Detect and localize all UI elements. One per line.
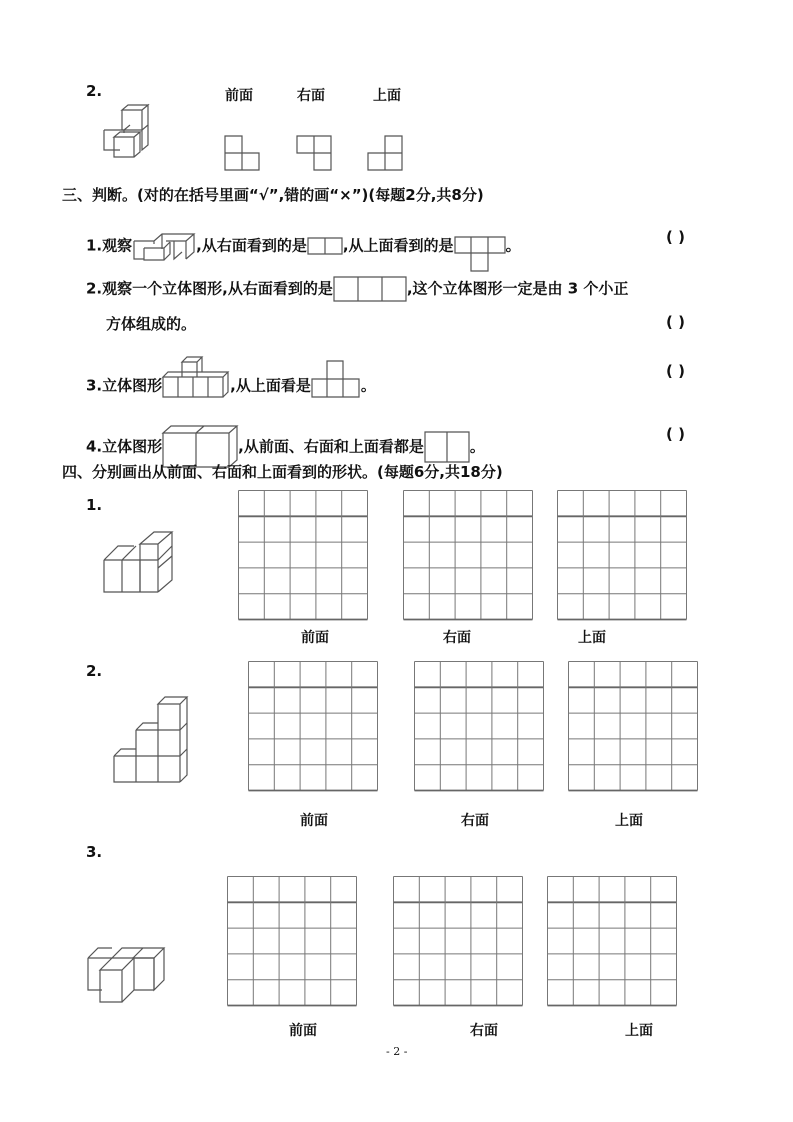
item-text: ,从右面看到的是 xyxy=(196,236,307,255)
cube-figure-q1 xyxy=(100,530,192,600)
top-view-shape-q3 xyxy=(311,360,361,400)
item-text: 观察 xyxy=(102,236,133,255)
section3-title: 三、判断。(对的在括号里画“√”,错的画“×”)(每题2分,共8分) xyxy=(62,186,484,204)
draw-question-3-number: 3. xyxy=(86,843,103,861)
cube-figure-q2 xyxy=(100,690,200,790)
judge-item-2 xyxy=(86,276,628,302)
item-text: 观察一个立体图形,从右面看到的是 xyxy=(102,279,333,298)
item-text: ,从前面、右面和上面看都是 xyxy=(238,437,424,456)
cube-row-figure xyxy=(132,231,196,261)
item-text: 。 xyxy=(469,437,485,456)
judge-item-3 xyxy=(86,362,376,410)
grid-label-front: 前面 xyxy=(301,630,329,646)
prev-question-number: 2. xyxy=(86,82,103,100)
top-view-shape xyxy=(367,135,407,175)
draw-question-1-number: 1. xyxy=(86,496,103,514)
right-view-two-squares xyxy=(307,236,343,256)
grid-label-top: 上面 xyxy=(578,630,606,646)
grid-label-top: 上面 xyxy=(615,813,643,829)
grid-label-right: 右面 xyxy=(470,1023,498,1039)
view-label-right: 右面 xyxy=(297,88,325,104)
judge-item-1 xyxy=(86,228,521,264)
item-number: 2. xyxy=(86,279,103,298)
grid-label-top: 上面 xyxy=(625,1023,653,1039)
item-text: 立体图形 xyxy=(102,376,163,395)
cube-figure-prev xyxy=(100,105,160,165)
answer-bracket-2[interactable]: ( ) xyxy=(666,313,685,331)
answer-bracket-1[interactable]: ( ) xyxy=(666,228,685,246)
item-text: 。 xyxy=(360,376,376,395)
item-text: 立体图形 xyxy=(102,437,163,456)
item-number: 1. xyxy=(86,236,103,255)
top-view-t-shape xyxy=(454,236,506,272)
answer-bracket-3[interactable]: ( ) xyxy=(666,362,685,380)
answer-bracket-4[interactable]: ( ) xyxy=(666,425,685,443)
item-text: ,这个立体图形一定是由 3 个小正 xyxy=(406,279,629,298)
cube-figure-q3 xyxy=(86,938,196,1008)
item-text: 。 xyxy=(505,236,521,255)
right-view-shape xyxy=(296,135,336,175)
front-view-shape xyxy=(224,135,264,175)
item-number: 3. xyxy=(86,376,103,395)
draw-question-2-number: 2. xyxy=(86,662,103,680)
item-text: ,从上面看到的是 xyxy=(342,236,454,255)
section4-title: 四、分别画出从前面、右面和上面看到的形状。(每题6分,共18分) xyxy=(62,463,503,481)
right-view-three-squares xyxy=(333,276,407,302)
grid-label-front: 前面 xyxy=(300,813,328,829)
item-text: ,从上面看是 xyxy=(230,376,311,395)
view-label-front: 前面 xyxy=(225,88,253,104)
grid-label-right: 右面 xyxy=(461,813,489,829)
view-label-top: 上面 xyxy=(373,88,401,104)
judge-item-2-cont: 方体组成的。 xyxy=(106,315,197,333)
grid-label-right: 右面 xyxy=(443,630,471,646)
item-number: 4. xyxy=(86,437,103,456)
view-two-squares-q4 xyxy=(424,431,470,463)
grid-label-front: 前面 xyxy=(289,1023,317,1039)
cube-step-figure xyxy=(162,354,230,402)
page-number: - 2 - xyxy=(386,1045,408,1058)
